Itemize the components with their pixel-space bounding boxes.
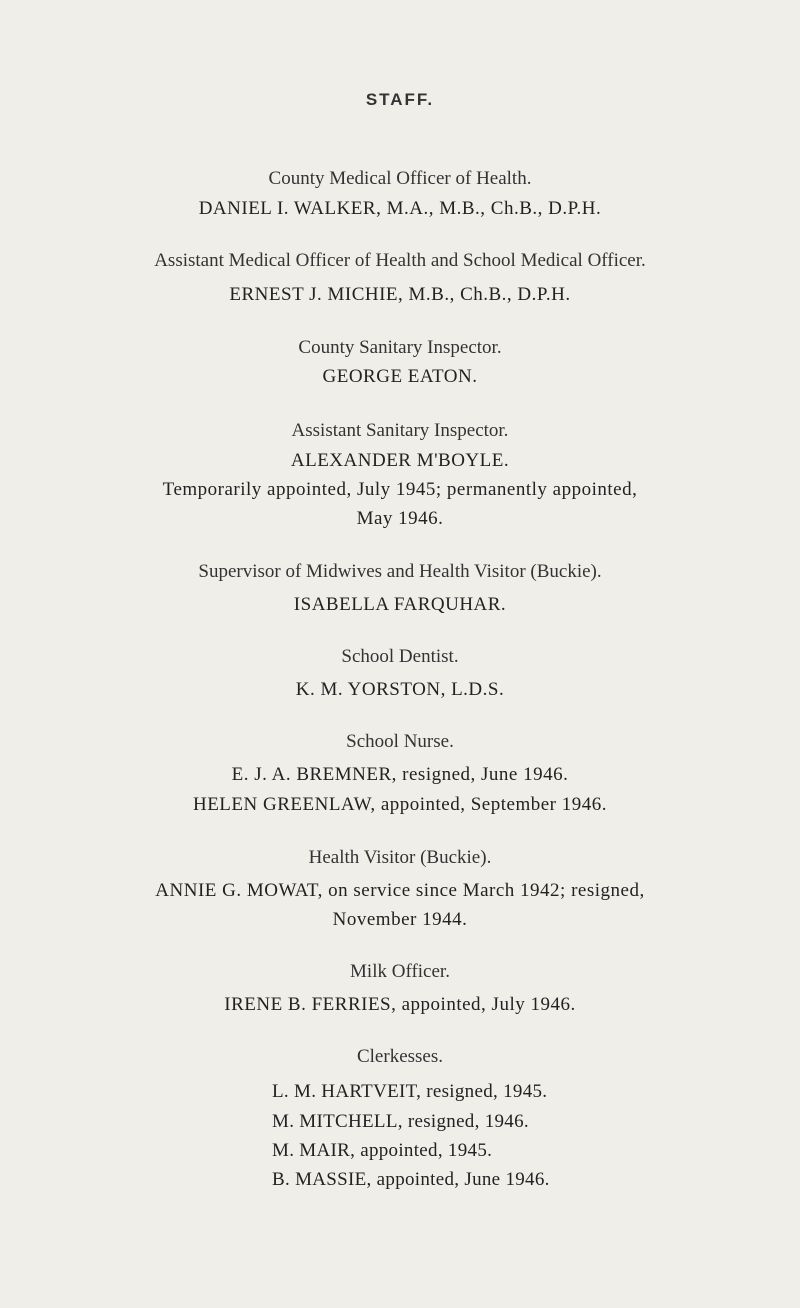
section-role: Supervisor of Midwives and Health Visitor (Buckie).: [198, 561, 602, 582]
clerk-entry: B. MASSIE, appointed, June 1946.: [272, 1169, 550, 1190]
section-role: Assistant Medical Officer of Health and School Medical Officer.: [154, 250, 646, 271]
section-role: County Medical Officer of Health.: [268, 168, 532, 189]
clerk-entry: M. MITCHELL, resigned, 1946.: [272, 1111, 529, 1132]
clerk-entry: M. MAIR, appointed, 1945.: [272, 1140, 493, 1161]
staff-note: May 1946.: [356, 508, 444, 529]
staff-name: IRENE B. FERRIES, appointed, July 1946.: [224, 994, 576, 1015]
staff-name: K. M. YORSTON, L.D.S.: [295, 679, 505, 700]
section-role: Clerkesses.: [356, 1046, 443, 1067]
section-role: Milk Officer.: [350, 961, 450, 982]
staff-name: ANNIE G. MOWAT, on service since March 1942; resigned,: [155, 880, 645, 901]
staff-name: HELEN GREENLAW, appointed, September 1946.: [192, 794, 607, 815]
staff-name: ALEXANDER M'BOYLE.: [290, 450, 510, 471]
section-role: County Sanitary Inspector.: [298, 337, 502, 358]
section-role: School Nurse.: [346, 731, 454, 752]
staff-note: November 1944.: [332, 909, 468, 930]
staff-note: Temporarily appointed, July 1945; permanently appointed,: [162, 479, 638, 500]
section-role: School Dentist.: [341, 646, 459, 667]
staff-name: ERNEST J. MICHIE, M.B., Ch.B., D.P.H.: [229, 284, 571, 305]
section-role: Assistant Sanitary Inspector.: [291, 420, 509, 441]
section-role: Health Visitor (Buckie).: [308, 847, 492, 868]
staff-name: E. J. A. BREMNER, resigned, June 1946.: [231, 764, 569, 785]
clerk-entry: L. M. HARTVEIT, resigned, 1945.: [272, 1081, 548, 1102]
page-title: STAFF.: [365, 90, 435, 109]
staff-name: ISABELLA FARQUHAR.: [293, 594, 507, 615]
staff-name: DANIEL I. WALKER, M.A., M.B., Ch.B., D.P.H.: [198, 198, 602, 219]
staff-name: GEORGE EATON.: [322, 366, 478, 387]
